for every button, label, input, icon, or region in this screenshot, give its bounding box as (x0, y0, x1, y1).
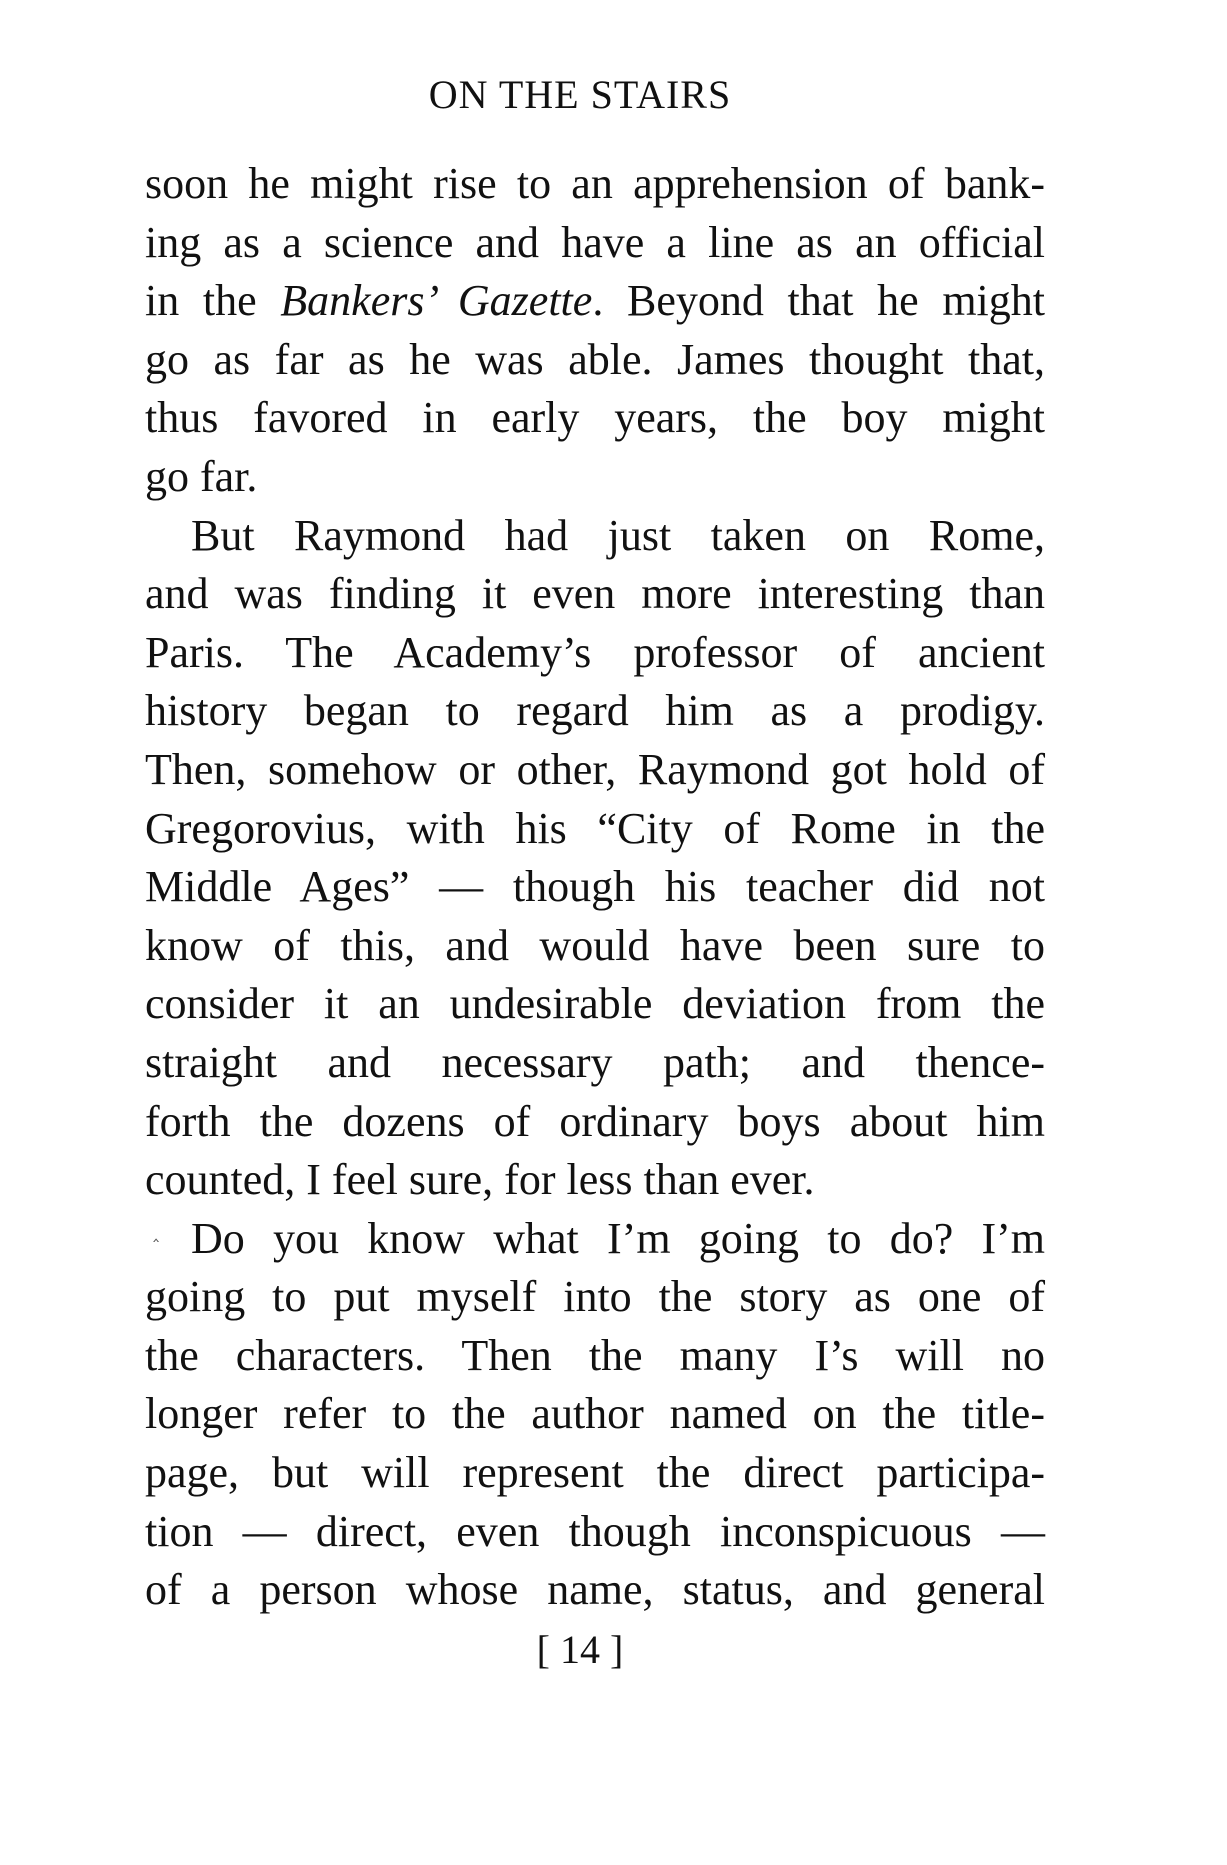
page-number: [ 14 ] (536, 1627, 624, 1672)
text-line: soon he might rise to an apprehension of bank- (145, 159, 1045, 208)
text-line: page, but will represent the direct participa- (145, 1448, 1045, 1498)
text-line: consider it an undesirable deviation from the (145, 979, 1045, 1029)
text-line: know of this, and would have been sure to (145, 920, 1045, 970)
text-line: going to put myself into the story as one of (145, 1272, 1045, 1322)
text-line: the characters. Then the many I’s will no (145, 1330, 1045, 1380)
text-line: tion — direct, even though inconspicuous — (145, 1506, 1045, 1556)
text-line: Then, somehow or other, Raymond got hold of (145, 744, 1045, 794)
text-line: thus favored in early years, the boy might (145, 393, 1045, 443)
text-line: go as far as he was able. James thought that, (145, 334, 1045, 384)
text-segment: . Beyond that he might (592, 276, 1046, 326)
text-line: of a person whose name, status, and general (145, 1565, 1045, 1615)
text-line: history began to regard him as a prodigy. (145, 686, 1045, 736)
text-line: straight and necessary path; and thence- (145, 1037, 1045, 1087)
text-line: go far. (145, 451, 258, 501)
body-text (145, 155, 1045, 1620)
text-line: longer refer to the author named on the title- (145, 1389, 1045, 1439)
text-segment: in the (145, 276, 281, 326)
text-line: and was finding it even more interesting than (145, 569, 1045, 619)
text-line: Paris. The Academy’s professor of ancient (145, 627, 1045, 677)
publication-title: Bankers’ Gazette (280, 276, 593, 326)
text-line: But Raymond had just taken on Rome, (191, 510, 1045, 560)
text-line: ing as a science and have a line as an official (145, 217, 1045, 267)
running-head: ON THE STAIRS (428, 72, 732, 117)
text-line: Gregorovius, with his “City of Rome in the (145, 803, 1045, 853)
text-line: Do you know what I’m going to do? I’m (191, 1213, 1045, 1263)
text-line (145, 272, 1045, 331)
text-line: forth the dozens of ordinary boys about him (145, 1096, 1045, 1146)
text-line: counted, I feel sure, for less than ever. (145, 1155, 815, 1205)
text-line: Middle Ages” — though his teacher did not (145, 862, 1045, 912)
printer-speck: ‸ (153, 1222, 160, 1242)
